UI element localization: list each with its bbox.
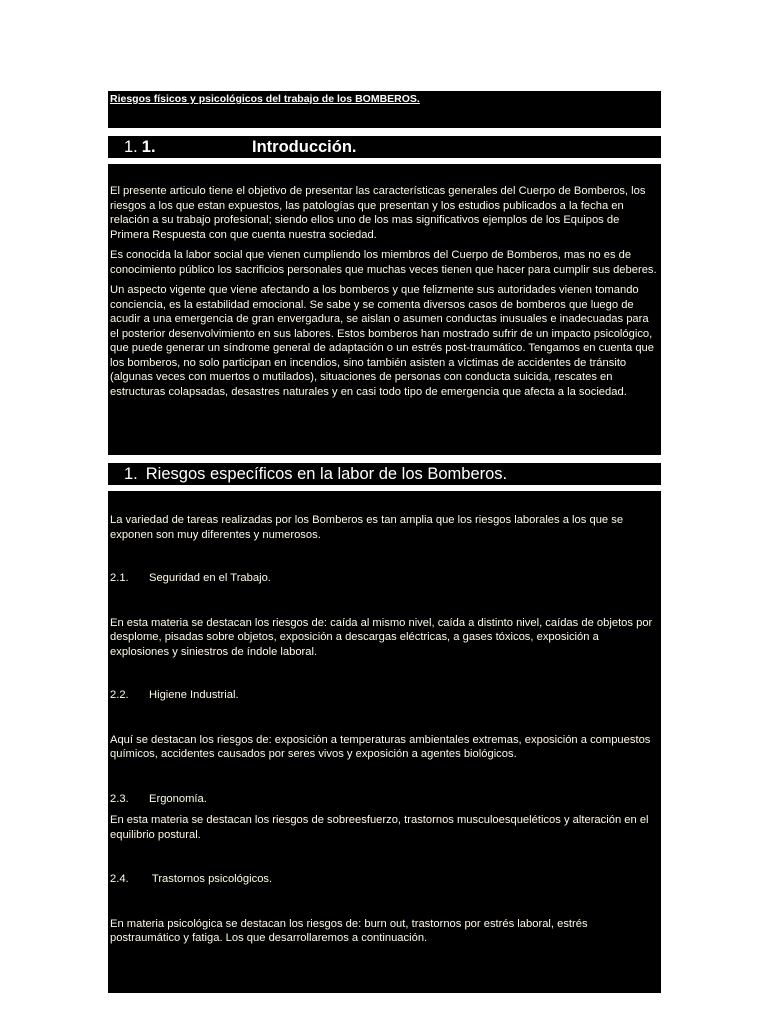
subsection-2-1-heading bbox=[110, 571, 659, 586]
section-1-heading bbox=[108, 136, 661, 158]
subsection-2-3-heading bbox=[110, 792, 659, 807]
section-2-number: 1. bbox=[124, 465, 138, 483]
section-2-body bbox=[108, 491, 661, 993]
subsection-2-3-text: En esta materia se destacan los riesgos de sobreesfuerzo, trastornos musculoesqueléticos y alteración en el equilibrio postural. bbox=[110, 814, 649, 841]
subsection-2-1-text: En esta materia se destacan los riesgos de: caída al mismo nivel, caída a distinto nivel, caídas de objetos por desplome, pisadas sobre objetos, exposición a descargas eléctricas, a gases tóxicos, exposición a explosiones y siniestros de índole laboral. bbox=[110, 616, 653, 658]
subsection-2-4-heading bbox=[110, 872, 659, 887]
section-2-heading bbox=[108, 463, 661, 485]
subsection-2-3-number: 2.3. bbox=[110, 792, 129, 805]
subsection-2-4-number: 2.4. bbox=[110, 873, 129, 885]
subsection-2-2-heading bbox=[110, 688, 659, 703]
section-2-title: Riesgos específicos en la labor de los Bomberos. bbox=[145, 465, 508, 483]
subsection-2-2-text: Aquí se destacan los riesgos de: exposición a temperaturas ambientales extremas, exposición a compuestos químicos, accidentes causados por seres vivos y exposición a agentes biológicos. bbox=[110, 733, 651, 760]
section-1-title: Introducción. bbox=[252, 138, 357, 156]
intro-paragraph-3: Un aspecto vigente que viene afectando a los bomberos y que felizmente sus autoridades vienen tomando conciencia, es la estabilidad emocional. Se sabe y se comenta diversos casos de bomberos que luego de acudir a una emergencia de gran envergadura, se aislan o asumen conductas inusuales e inadecuadas para el posterior desenvolvimiento en sus labores. Estos bomberos han mostrado sufrir de un impacto psicológico, que puede generar un síndrome general de adaptación o un estrés post-traumático. Tengamos en cuenta que los bomberos, no solo participan en incendios, sino también asisten a víctimas de accidentes de tránsito (algunas veces con muertos o mutilados), situaciones de personas con conducta suicida, rescates en estructuras colapsadas, desastres naturales y en casi todo tipo de emergencia que afecta a la sociedad. bbox=[110, 284, 654, 398]
subsection-2-4-title: Trastornos psicológicos. bbox=[149, 873, 273, 885]
title-block bbox=[108, 91, 661, 128]
section-1-number: 1. bbox=[124, 138, 138, 156]
subsection-2-2-number: 2.2. bbox=[110, 689, 129, 701]
document-title: Riesgos físicos y psicológicos del trabajo de los BOMBEROS. bbox=[110, 93, 420, 105]
subsection-2-2-title: Higiene Industrial. bbox=[149, 689, 239, 701]
subsection-2-4-text: En materia psicológica se destacan los riesgos de: burn out, trastornos por estrés laboral, estrés postraumático y fatiga. Los que desarrollaremos a continuación. bbox=[110, 917, 588, 944]
subsection-2-1-number: 2.1. bbox=[110, 572, 129, 584]
subsection-2-1-title: Seguridad en el Trabajo. bbox=[149, 572, 271, 584]
section-1-body bbox=[108, 164, 661, 455]
intro-paragraph-2: Es conocida la labor social que vienen cumpliendo los miembros del Cuerpo de Bomberos, mas no es de conocimiento público los sacrificios personales que muchas veces tienen que hacer para cumplir sus deberes. bbox=[110, 249, 657, 276]
section-1-number-bold: 1. bbox=[141, 138, 156, 156]
intro-paragraph-1: El presente articulo tiene el objetivo de presentar las características generales del Cuerpo de Bomberos, los riesgos a los que estan expuestos, las patologías que presentan y los estudios publicados a la fecha en relación a su trabajo profesional; siendo ellos uno de los mas significativos ejemplos de los Equipos de Primera Respuesta con que cuenta nuestra sociedad. bbox=[110, 185, 646, 241]
subsection-2-3-title: Ergonomía. bbox=[149, 792, 207, 805]
risks-intro-paragraph: La variedad de tareas realizadas por los Bomberos es tan amplia que los riesgos laborales a los que se exponen son muy diferentes y numerosos. bbox=[110, 514, 624, 541]
